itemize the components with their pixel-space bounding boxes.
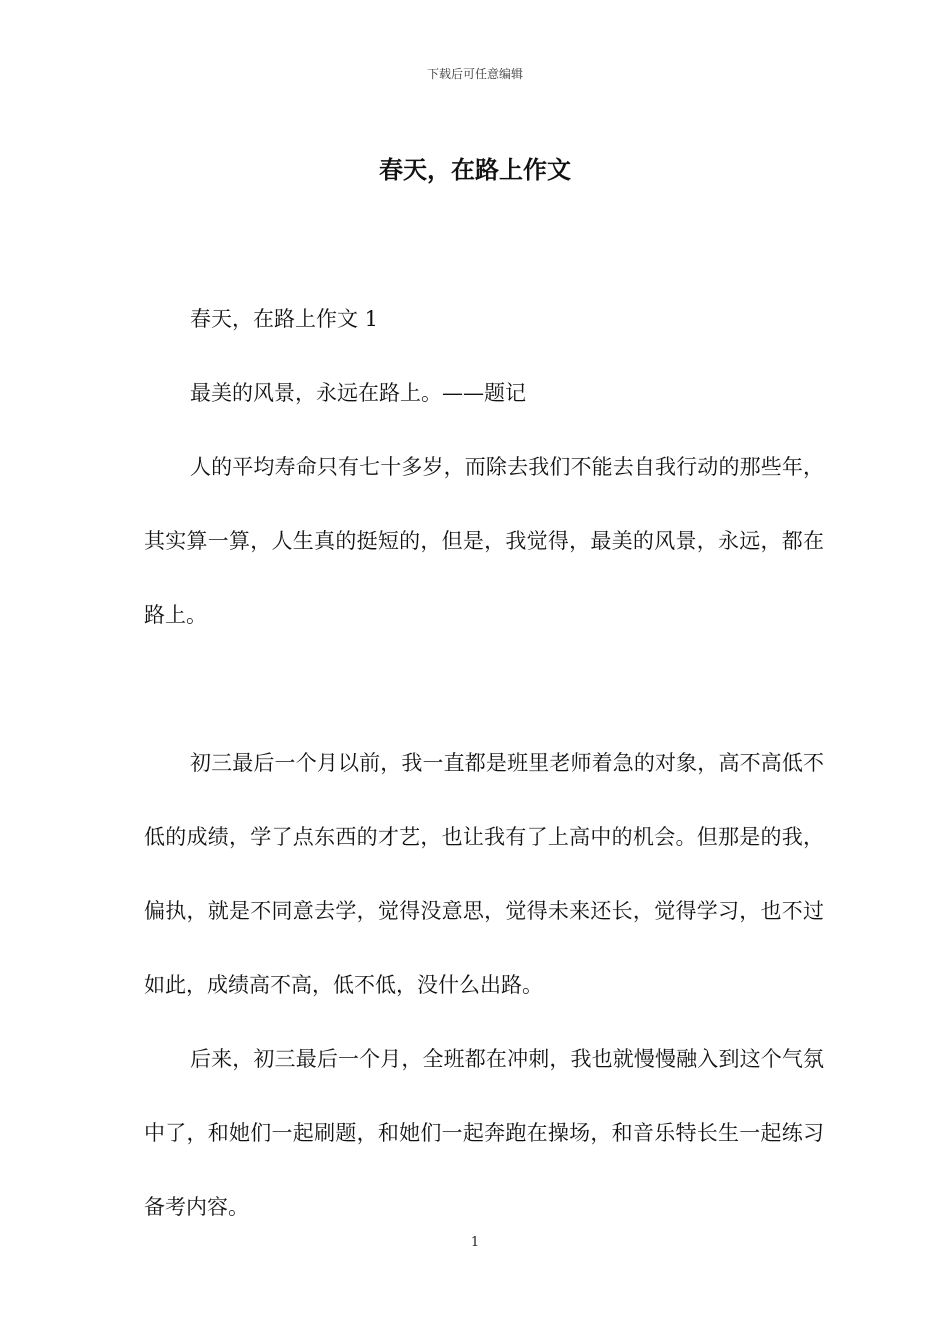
- document-title: 春天，在路上作文: [379, 155, 571, 184]
- paragraph: 人的平均寿命只有七十多岁，而除去我们不能去自我行动的那些年，其实算一算，人生真的挺短的，但是，我觉得，最美的风景，永远，都在路上。: [144, 455, 824, 627]
- header-note: 下载后可任意编辑: [426, 67, 523, 81]
- paragraph: 初三最后一个月以前，我一直都是班里老师着急的对象，高不高低不低的成绩，学了点东西的才艺，也让我有了上高中的机会。但那是的我，偏执，就是不同意去学，觉得没意思，觉得未来还长，觉得学习，也不过如此，成绩高不高，低不低，没什么出路。: [144, 751, 824, 997]
- document-body: [144, 282, 824, 1244]
- paragraph: 后来，初三最后一个月，全班都在冲刺，我也就慢慢融入到这个气氛中了，和她们一起刷题，和她们一起奔跑在操场，和音乐特长生一起练习备考内容。: [144, 1047, 824, 1219]
- paragraph-subtitle: 春天，在路上作文 1: [190, 307, 379, 331]
- paragraph-epigraph: 最美的风景，永远在路上。——题记: [190, 381, 526, 405]
- page-number: 1: [470, 1235, 480, 1250]
